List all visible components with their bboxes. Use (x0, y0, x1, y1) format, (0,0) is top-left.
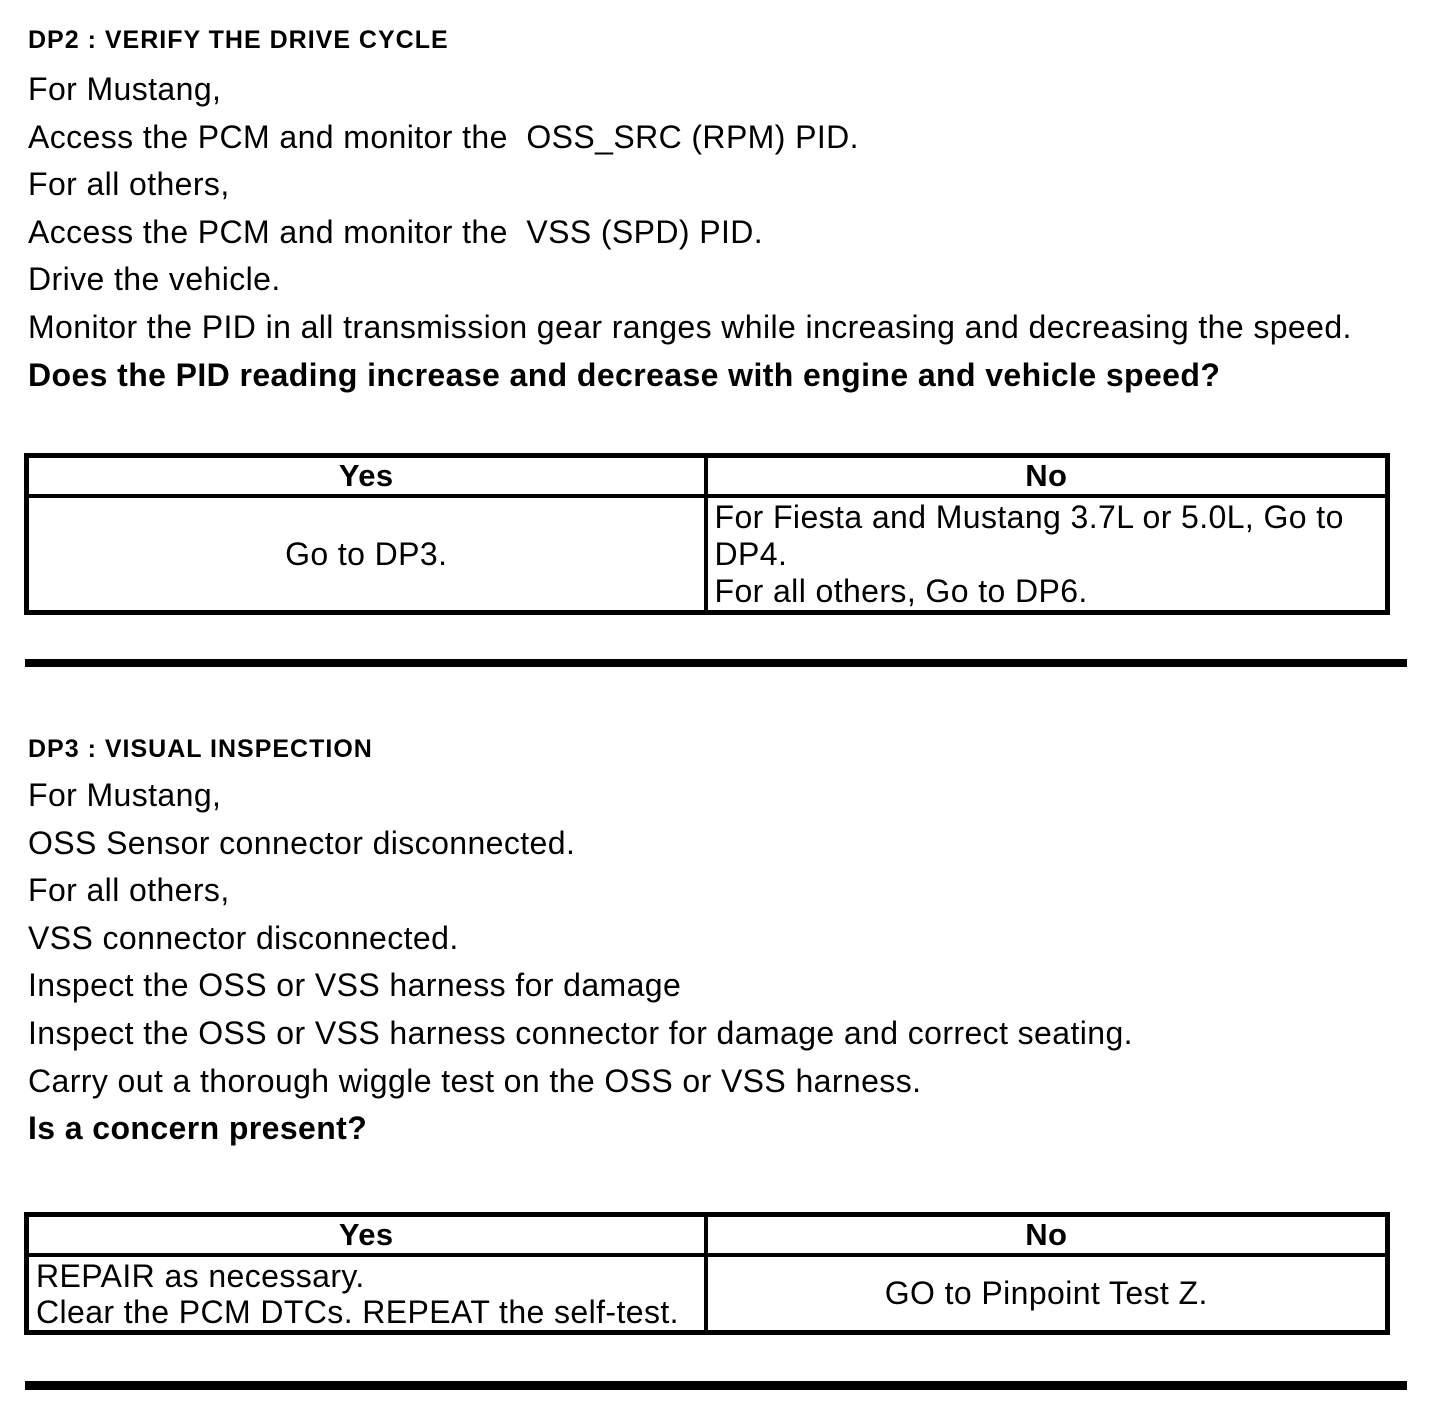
yes-cell (27, 1255, 706, 1333)
section-divider (25, 659, 1407, 667)
yes-header: Yes (27, 1215, 706, 1256)
no-cell (706, 1255, 1388, 1333)
action-text: For all others, Go to DP6. (714, 573, 1088, 609)
section-title: DP3 : VISUAL INSPECTION (28, 735, 373, 763)
yes-cell (27, 496, 706, 613)
action-text: For Fiesta and Mustang 3.7L or 5.0L, Go to DP4. (714, 499, 1344, 572)
text-line: Access the PCM and monitor the VSS (SPD) PID. (28, 213, 764, 250)
text-line: For Mustang, (28, 71, 222, 107)
action-text: Clear the PCM DTCs. REPEAT the self-test. (36, 1294, 679, 1330)
decision-question: Is a concern present? (28, 1110, 368, 1147)
text-line: OSS Sensor connector disconnected. (28, 824, 576, 861)
text-line: Monitor the PID in all transmission gear ranges while increasing and decreasing the speed. (28, 308, 1352, 345)
text-line: VSS connector disconnected. (28, 919, 459, 956)
decision-table-dp2 (24, 453, 1390, 615)
no-cell (706, 496, 1388, 613)
action-text: REPAIR as necessary. (36, 1258, 365, 1294)
text-line: Inspect the OSS or VSS harness for damage (28, 967, 682, 1004)
section-dp3-body (28, 772, 1418, 1153)
text-line: For Mustang, (28, 777, 222, 813)
action-text: Go to DP3. (285, 535, 448, 572)
yes-header: Yes (27, 456, 706, 497)
decision-table-dp3 (24, 1212, 1390, 1335)
text-line: Drive the vehicle. (28, 261, 281, 298)
decision-question: Does the PID reading increase and decrease with engine and vehicle speed? (28, 356, 1221, 393)
no-header: No (706, 1215, 1388, 1256)
text-line: Access the PCM and monitor the OSS_SRC (RPM) PID. (28, 118, 859, 155)
table-row (27, 1255, 1388, 1333)
no-header: No (706, 456, 1388, 497)
table-header-row (27, 1215, 1388, 1256)
page-bottom-rule (25, 1381, 1407, 1390)
text-line: Carry out a thorough wiggle test on the OSS or VSS harness. (28, 1062, 922, 1099)
section-title: DP2 : VERIFY THE DRIVE CYCLE (28, 26, 449, 54)
table-row (27, 496, 1388, 613)
action-text: GO to Pinpoint Test Z. (884, 1275, 1208, 1311)
section-dp2-body (28, 66, 1418, 399)
text-line: For all others, (28, 166, 230, 203)
text-line: Inspect the OSS or VSS harness connector for damage and correct seating. (28, 1014, 1133, 1051)
section-dp2-heading (28, 26, 449, 55)
table-header-row (27, 456, 1388, 497)
text-line: For all others, (28, 872, 230, 909)
section-dp3-heading (28, 735, 373, 764)
